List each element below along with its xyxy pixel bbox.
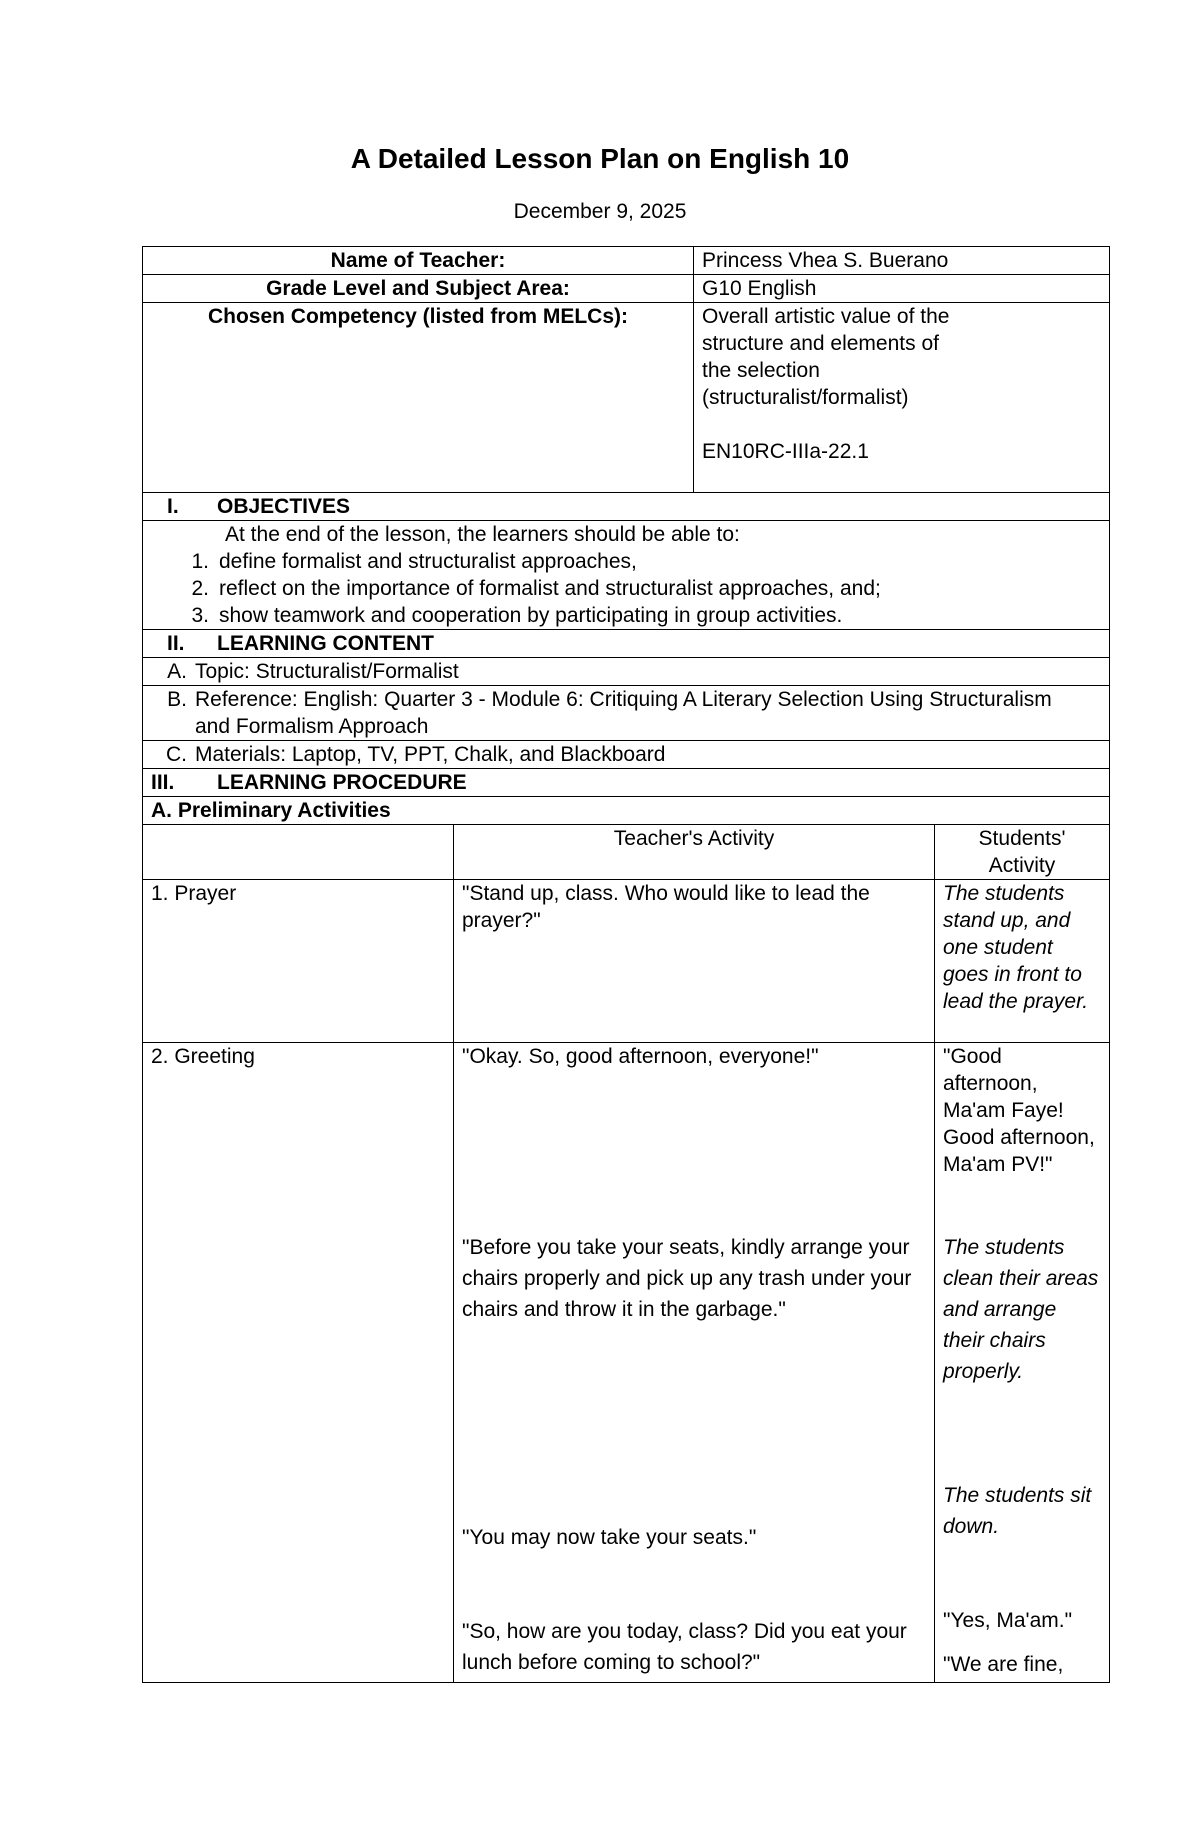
objectives-heading-cell xyxy=(143,493,1110,521)
procedure-table xyxy=(142,824,1110,1683)
procedure-heading: LEARNING PROCEDURE xyxy=(217,771,467,794)
objective-number: 3. xyxy=(191,604,209,627)
students-activity-header: Students' Activity xyxy=(935,825,1110,880)
competency-row xyxy=(143,303,1110,493)
objective-text: show teamwork and cooperation by participating in group activities. xyxy=(219,604,843,627)
document-title: A Detailed Lesson Plan on English 10 xyxy=(350,143,850,174)
procedure-header-row xyxy=(143,825,1110,880)
procedure-heading-cell xyxy=(143,769,1110,797)
content-heading-cell xyxy=(143,630,1110,658)
competency-cell xyxy=(694,303,1110,493)
prayer-label: 1. Prayer xyxy=(143,880,454,1043)
grade-value: G10 English xyxy=(694,275,1110,303)
procedure-heading-row xyxy=(143,769,1110,797)
content-topic xyxy=(143,658,1110,686)
procedure-numeral: III. xyxy=(151,771,175,794)
objectives-body-row xyxy=(143,521,1110,630)
prayer-teacher: "Stand up, class. Who would like to lead the prayer?" xyxy=(454,880,935,1043)
content-reference-row xyxy=(143,686,1110,741)
teacher-value: Princess Vhea S. Buerano xyxy=(694,247,1110,275)
objectives-heading: OBJECTIVES xyxy=(217,495,351,518)
content-text: Materials: Laptop, TV, PPT, Chalk, and Blackboard xyxy=(195,743,666,766)
objective-item xyxy=(181,548,1101,575)
lesson-info-table xyxy=(142,246,1110,825)
greeting-label: 2. Greeting xyxy=(143,1043,454,1683)
greeting-teacher xyxy=(454,1043,935,1683)
content-reference xyxy=(143,686,1110,741)
content-letter: A. xyxy=(167,660,187,683)
greeting-teacher-2: "Before you take your seats, kindly arrange your chairs properly and pick up any trash under your chairs and throw it in the garbage." xyxy=(462,1236,912,1321)
grade-label: Grade Level and Subject Area: xyxy=(143,275,694,303)
objective-text: reflect on the importance of formalist and structuralist approaches, and; xyxy=(219,577,881,600)
objective-item xyxy=(181,575,1101,602)
objectives-heading-row xyxy=(143,493,1110,521)
greeting-students-3: The students sit down. xyxy=(943,1484,1092,1538)
content-materials xyxy=(143,741,1110,769)
prayer-row xyxy=(143,880,1110,1043)
competency-label: Chosen Competency (listed from MELCs): xyxy=(143,303,694,493)
teacher-activity-header: Teacher's Activity xyxy=(454,825,935,880)
empty-header-cell xyxy=(143,825,454,880)
objective-item xyxy=(181,602,1101,629)
greeting-students xyxy=(935,1043,1110,1683)
content-materials-row xyxy=(143,741,1110,769)
objectives-numeral: I. xyxy=(167,495,179,518)
prayer-students: The students stand up, and one student goes in front to lead the prayer. xyxy=(935,880,1110,1043)
content-reference-block xyxy=(151,686,1075,740)
grade-row xyxy=(143,275,1110,303)
competency-value: Overall artistic value of the structure and elements of the selection (structuralist/formalist) xyxy=(702,305,950,409)
document-date: December 9, 2025 xyxy=(513,200,687,223)
competency-code: EN10RC-IIIa-22.1 xyxy=(702,440,869,463)
objective-number: 1. xyxy=(191,550,209,573)
content-letter: C. xyxy=(166,743,187,766)
content-numeral: II. xyxy=(167,632,185,655)
content-topic-row xyxy=(143,658,1110,686)
teacher-label: Name of Teacher: xyxy=(143,247,694,275)
objectives-intro: At the end of the lesson, the learners should be able to: xyxy=(225,523,740,546)
content-heading-row xyxy=(143,630,1110,658)
objective-text: define formalist and structuralist approaches, xyxy=(219,550,637,573)
greeting-teacher-4: "So, how are you today, class? Did you eat your lunch before coming to school?" xyxy=(462,1620,907,1674)
content-letter: B. xyxy=(167,688,187,711)
greeting-teacher-3: "You may now take your seats." xyxy=(462,1526,757,1549)
teacher-row xyxy=(143,247,1110,275)
content-heading: LEARNING CONTENT xyxy=(217,632,434,655)
objective-number: 2. xyxy=(191,577,209,600)
preliminary-heading: A. Preliminary Activities xyxy=(143,797,1110,825)
greeting-row xyxy=(143,1043,1110,1683)
preliminary-heading-row xyxy=(143,797,1110,825)
content-text: Topic: Structuralist/Formalist xyxy=(195,660,459,683)
greeting-teacher-1: "Okay. So, good afternoon, everyone!" xyxy=(462,1045,819,1068)
objectives-body xyxy=(143,521,1110,630)
greeting-students-2: The students clean their areas and arrange their chairs properly. xyxy=(943,1236,1099,1383)
greeting-students-1: "Good afternoon, Ma'am Faye! Good afternoon, Ma'am PV!" xyxy=(943,1045,1095,1176)
greeting-students-4a: "Yes, Ma'am." xyxy=(943,1609,1073,1632)
content-text: Reference: English: Quarter 3 - Module 6: Critiquing A Literary Selection Using Structuralism and Formalism Approach xyxy=(195,688,1052,738)
greeting-students-4b: "We are fine, xyxy=(943,1653,1064,1676)
